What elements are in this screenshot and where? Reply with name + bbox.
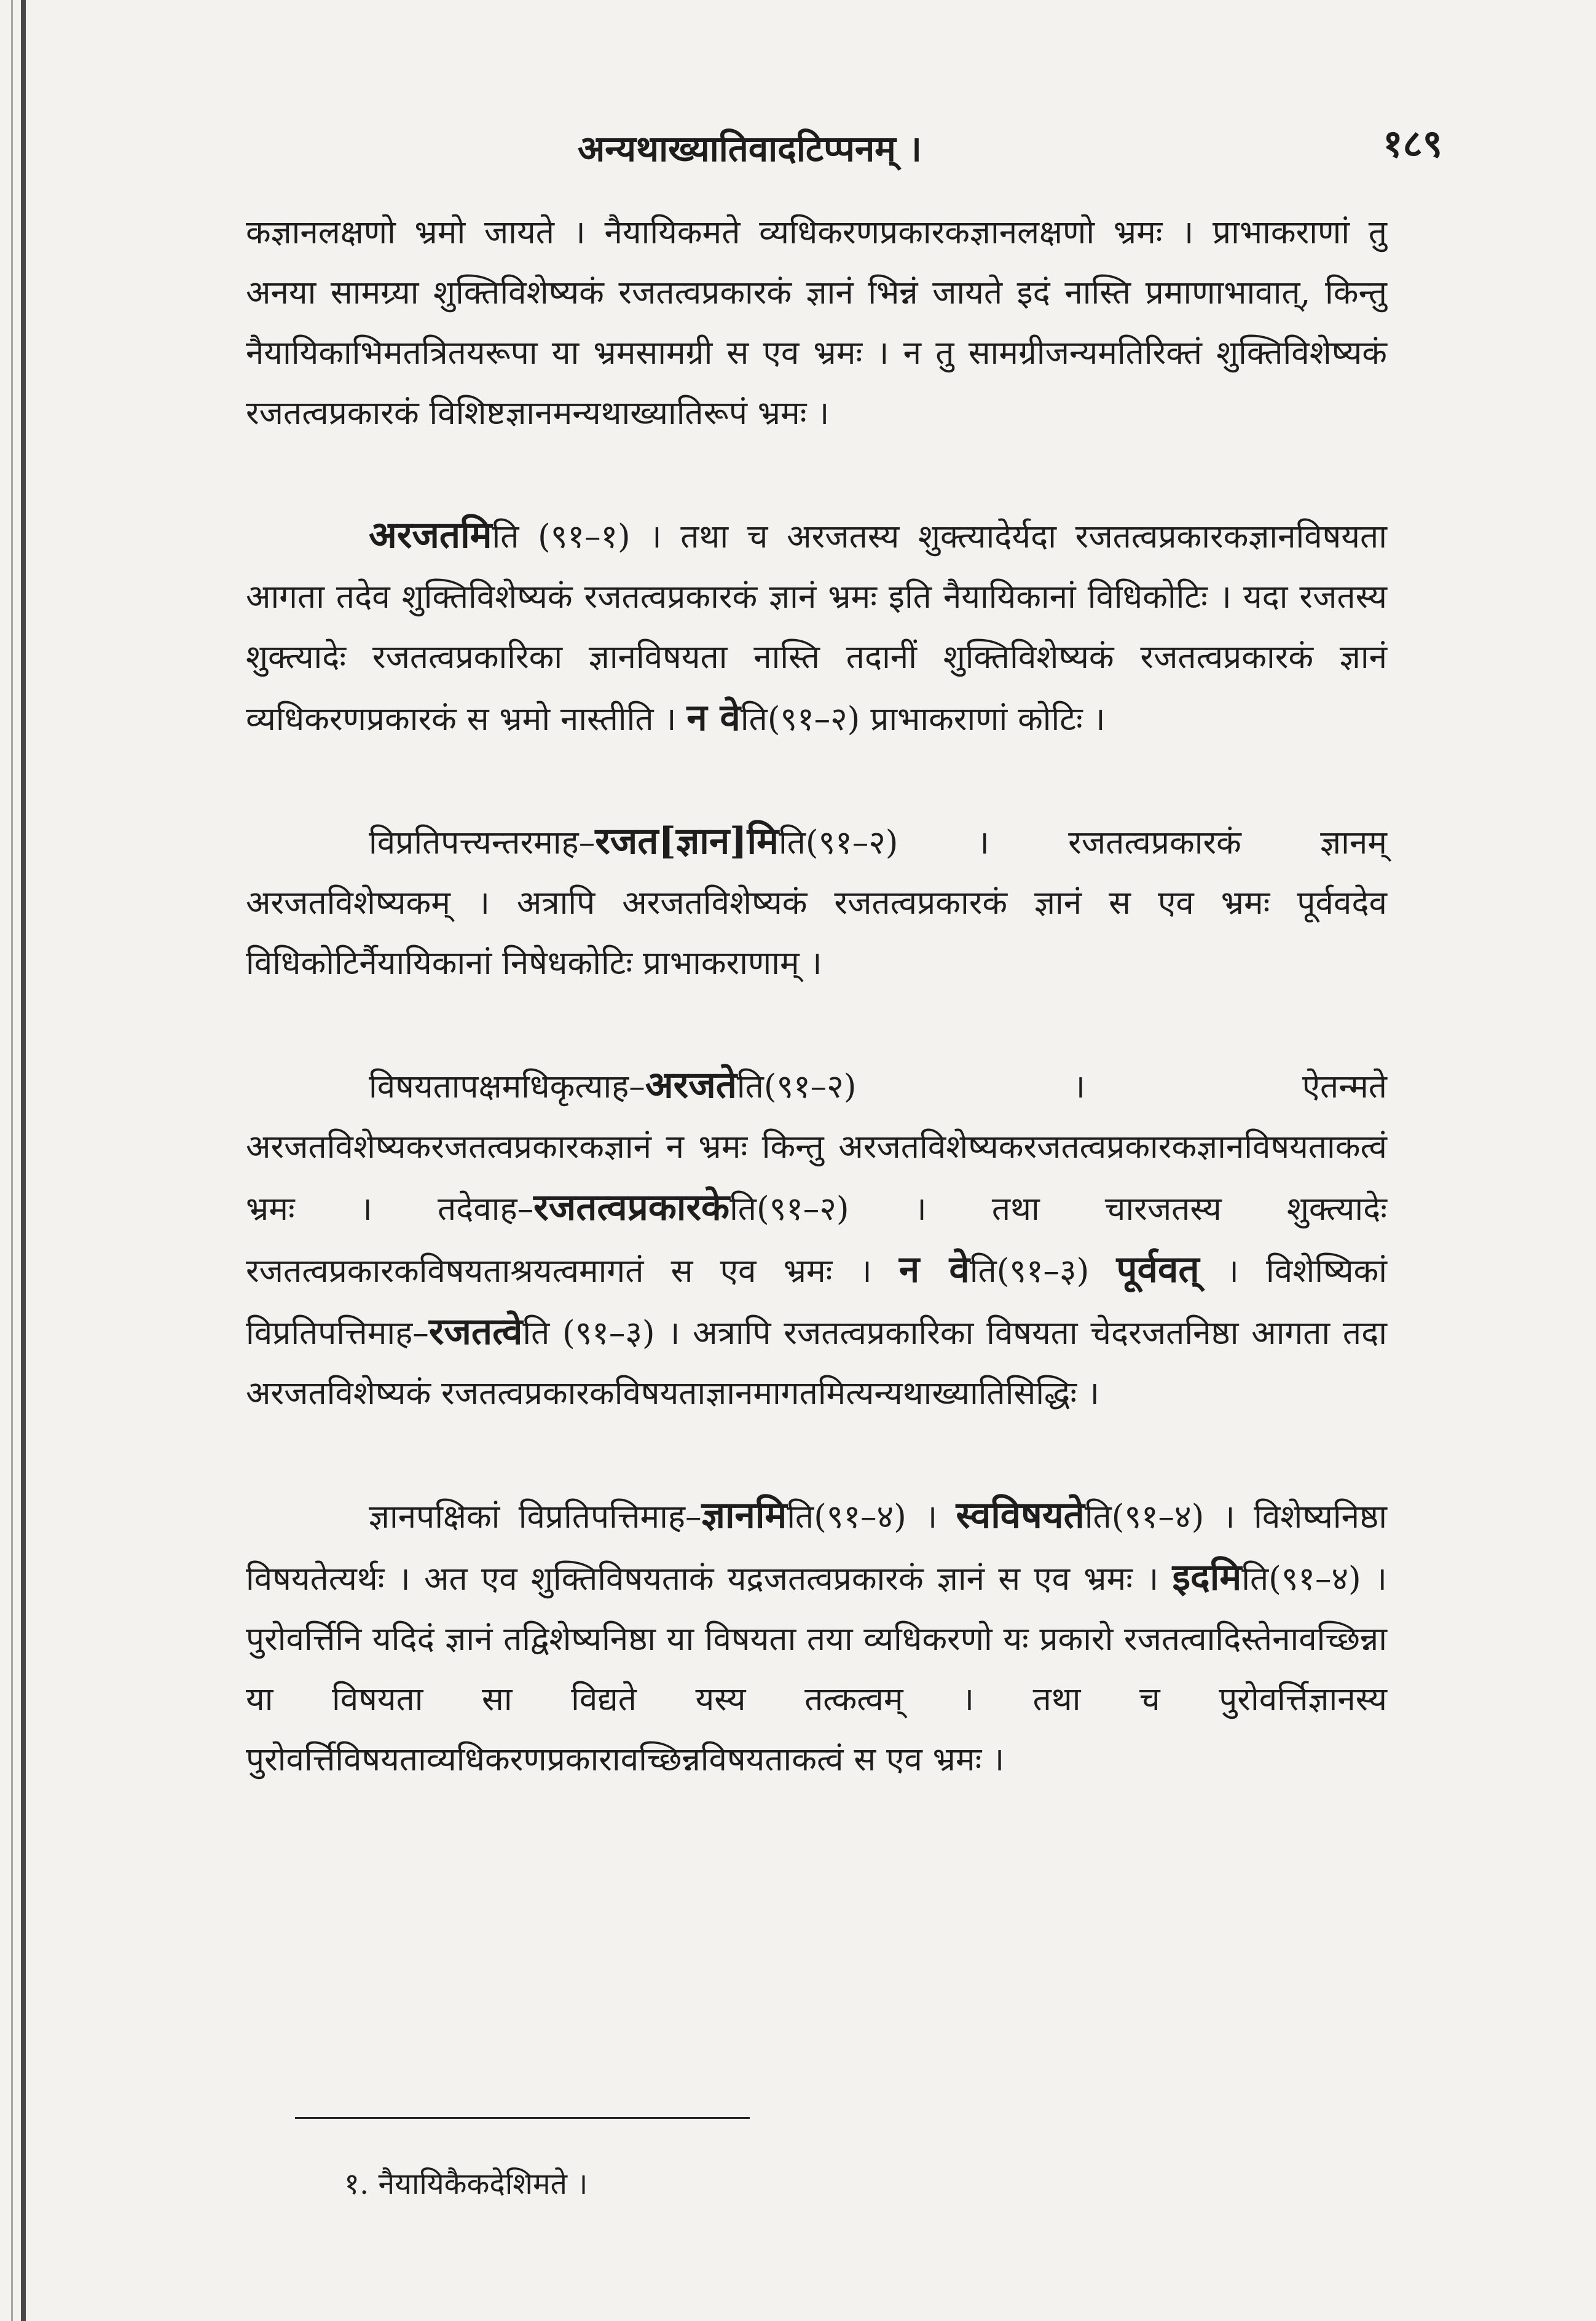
paragraph-text: । विशेष्यिकां विप्रतिपत्तिमाह– [246, 1252, 1387, 1352]
commentary-body [246, 203, 1387, 1852]
page-header [234, 123, 1442, 178]
lemma: अरजते [645, 1064, 737, 1107]
paragraph-4 [246, 1055, 1387, 1424]
lemma: न वे [898, 1248, 970, 1291]
footnote-rule [295, 2117, 750, 2119]
lemma: रजतत्वप्रकारके [533, 1186, 730, 1229]
page-number: १८९ [1383, 121, 1442, 166]
paragraph-text: ति(९१–४) । विशेष्यनिष्ठा विषयतेत्यर्थः । अत एव शुक्तिविषयताकं यद्रजतत्वप्रकारकं ज्ञानं स एव भ्रमः । [246, 1498, 1387, 1598]
lemma: स्वविषयते [956, 1494, 1085, 1537]
lemma: पूर्ववत् [1116, 1248, 1200, 1291]
paragraph-3 [246, 811, 1387, 994]
page-binding-edge [21, 0, 26, 2321]
lemma: रजतत्वे [428, 1310, 523, 1353]
paragraph-text: ति(९१–४) । [787, 1498, 956, 1536]
page-binding-shadow [11, 0, 13, 2321]
paragraph-text: कज्ञानलक्षणो भ्रमो जायते । नैयायिकमते व्यधिकरणप्रकारकज्ञानलक्षणो भ्रमः । प्राभाकराणां तु अनया सामग्र्या शुक्तिविशेष्यकं रजतत्वप्रकारकं ज्ञानं भिन्नं जायते इदं नास्ति प्रमाणाभावात्, किन्तु नैयायिकाभिमतत्रितयरूपा या भ्रमसामग्री स एव भ्रमः । न तु सामग्रीजन्यमतिरिक्तं शुक्तिविशेष्यकं रजतत्वप्रकारकं विशिष्टज्ञानमन्यथाख्यातिरूपं भ्रमः । [246, 214, 1387, 432]
lemma: न वे [686, 696, 741, 739]
paragraph-text: ति(९१–४) । पुरोवर्त्तिनि यदिदं ज्ञानं तद्विशेष्यनिष्ठा या विषयता तया व्यधिकरणो यः प्रकारो रजतत्वादिस्तेनावच्छिन्ना या विषयता सा विद्यते यस्य तत्कत्वम् । तथा च पुरोवर्त्तिज्ञानस्य पुरोवर्त्तिविषयताव्यधिकरणप्रकारावच्छिन्नविषयताकत्वं स एव भ्रमः । [246, 1560, 1388, 1778]
paragraph-text: ज्ञानपक्षिकां विप्रतिपत्तिमाह– [369, 1498, 702, 1536]
paragraph-text: विप्रतिपत्त्यन्तरमाह– [369, 824, 596, 862]
running-title: अन्यथाख्यातिवादटिप्पनम् । [578, 128, 922, 170]
paragraph-text: ति(९१–३) [969, 1252, 1117, 1290]
paragraph-1 [246, 203, 1387, 444]
lemma: इदमि [1172, 1556, 1242, 1599]
paragraph-text: ति(९१–२) प्राभाकराणां कोटिः । [740, 701, 1106, 738]
paragraph-text: ति(९१–२) । रजतत्वप्रकारकं ज्ञानम् अरजतविशेष्यकम् । अत्रापि अरजतविशेष्यकं रजतत्वप्रकारकं ज्ञानं स एव भ्रमः पूर्ववदेव विधिकोटिर्नैयायिकानां निषेधकोटिः प्राभाकराणाम् । [246, 824, 1387, 982]
paragraph-text: ति(९१–२) । ऐतन्मते अरजतविशेष्यकरजतत्वप्रकारकज्ञानं न भ्रमः किन्तु अरजतविशेष्यकरजतत्वप्रकारकज्ञानविषयताकत्वं भ्रमः । तदेवाह– [246, 1068, 1387, 1228]
lemma: ज्ञानमि [701, 1494, 787, 1537]
paragraph-5 [246, 1485, 1387, 1790]
footnote: १. नैयायिकैकदेशिमते । [344, 2167, 588, 2201]
paragraph-text: ति(९१–२) । तथा चारजतस्य शुक्त्यादेः रजतत्वप्रकारकविषयताश्रयत्वमागतं स एव भ्रमः । [246, 1190, 1387, 1290]
paragraph-text: ति (९१–३) । अत्रापि रजतत्वप्रकारिका विषयता चेदरजतनिष्ठा आगता तदा अरजतविशेष्यकं रजतत्वप्रकारकविषयताज्ञानमागतमित्यन्यथाख्यातिसिद्धिः । [246, 1314, 1387, 1412]
paragraph-text: विषयतापक्षमधिकृत्याह– [369, 1068, 645, 1106]
lemma: अरजतमि [369, 514, 492, 557]
paragraph-text: ति (९१–१) । तथा च अरजतस्य शुक्त्यादेर्यदा रजतत्वप्रकारकज्ञानविषयता आगता तदेव शुक्तिविशेष्यकं रजतत्वप्रकारकं ज्ञानं भ्रमः इति नैयायिकानां विधिकोटिः । यदा रजतस्य शुक्त्यादेः रजतत्वप्रकारिका ज्ञानविषयता नास्ति तदानीं शुक्तिविशेष्यकं रजतत्वप्रकारकं ज्ञानं व्यधिकरणप्रकारकं स भ्रमो नास्तीति । [246, 518, 1387, 738]
lemma: रजत[ज्ञान]मि [595, 820, 779, 863]
paragraph-2 [246, 505, 1387, 750]
